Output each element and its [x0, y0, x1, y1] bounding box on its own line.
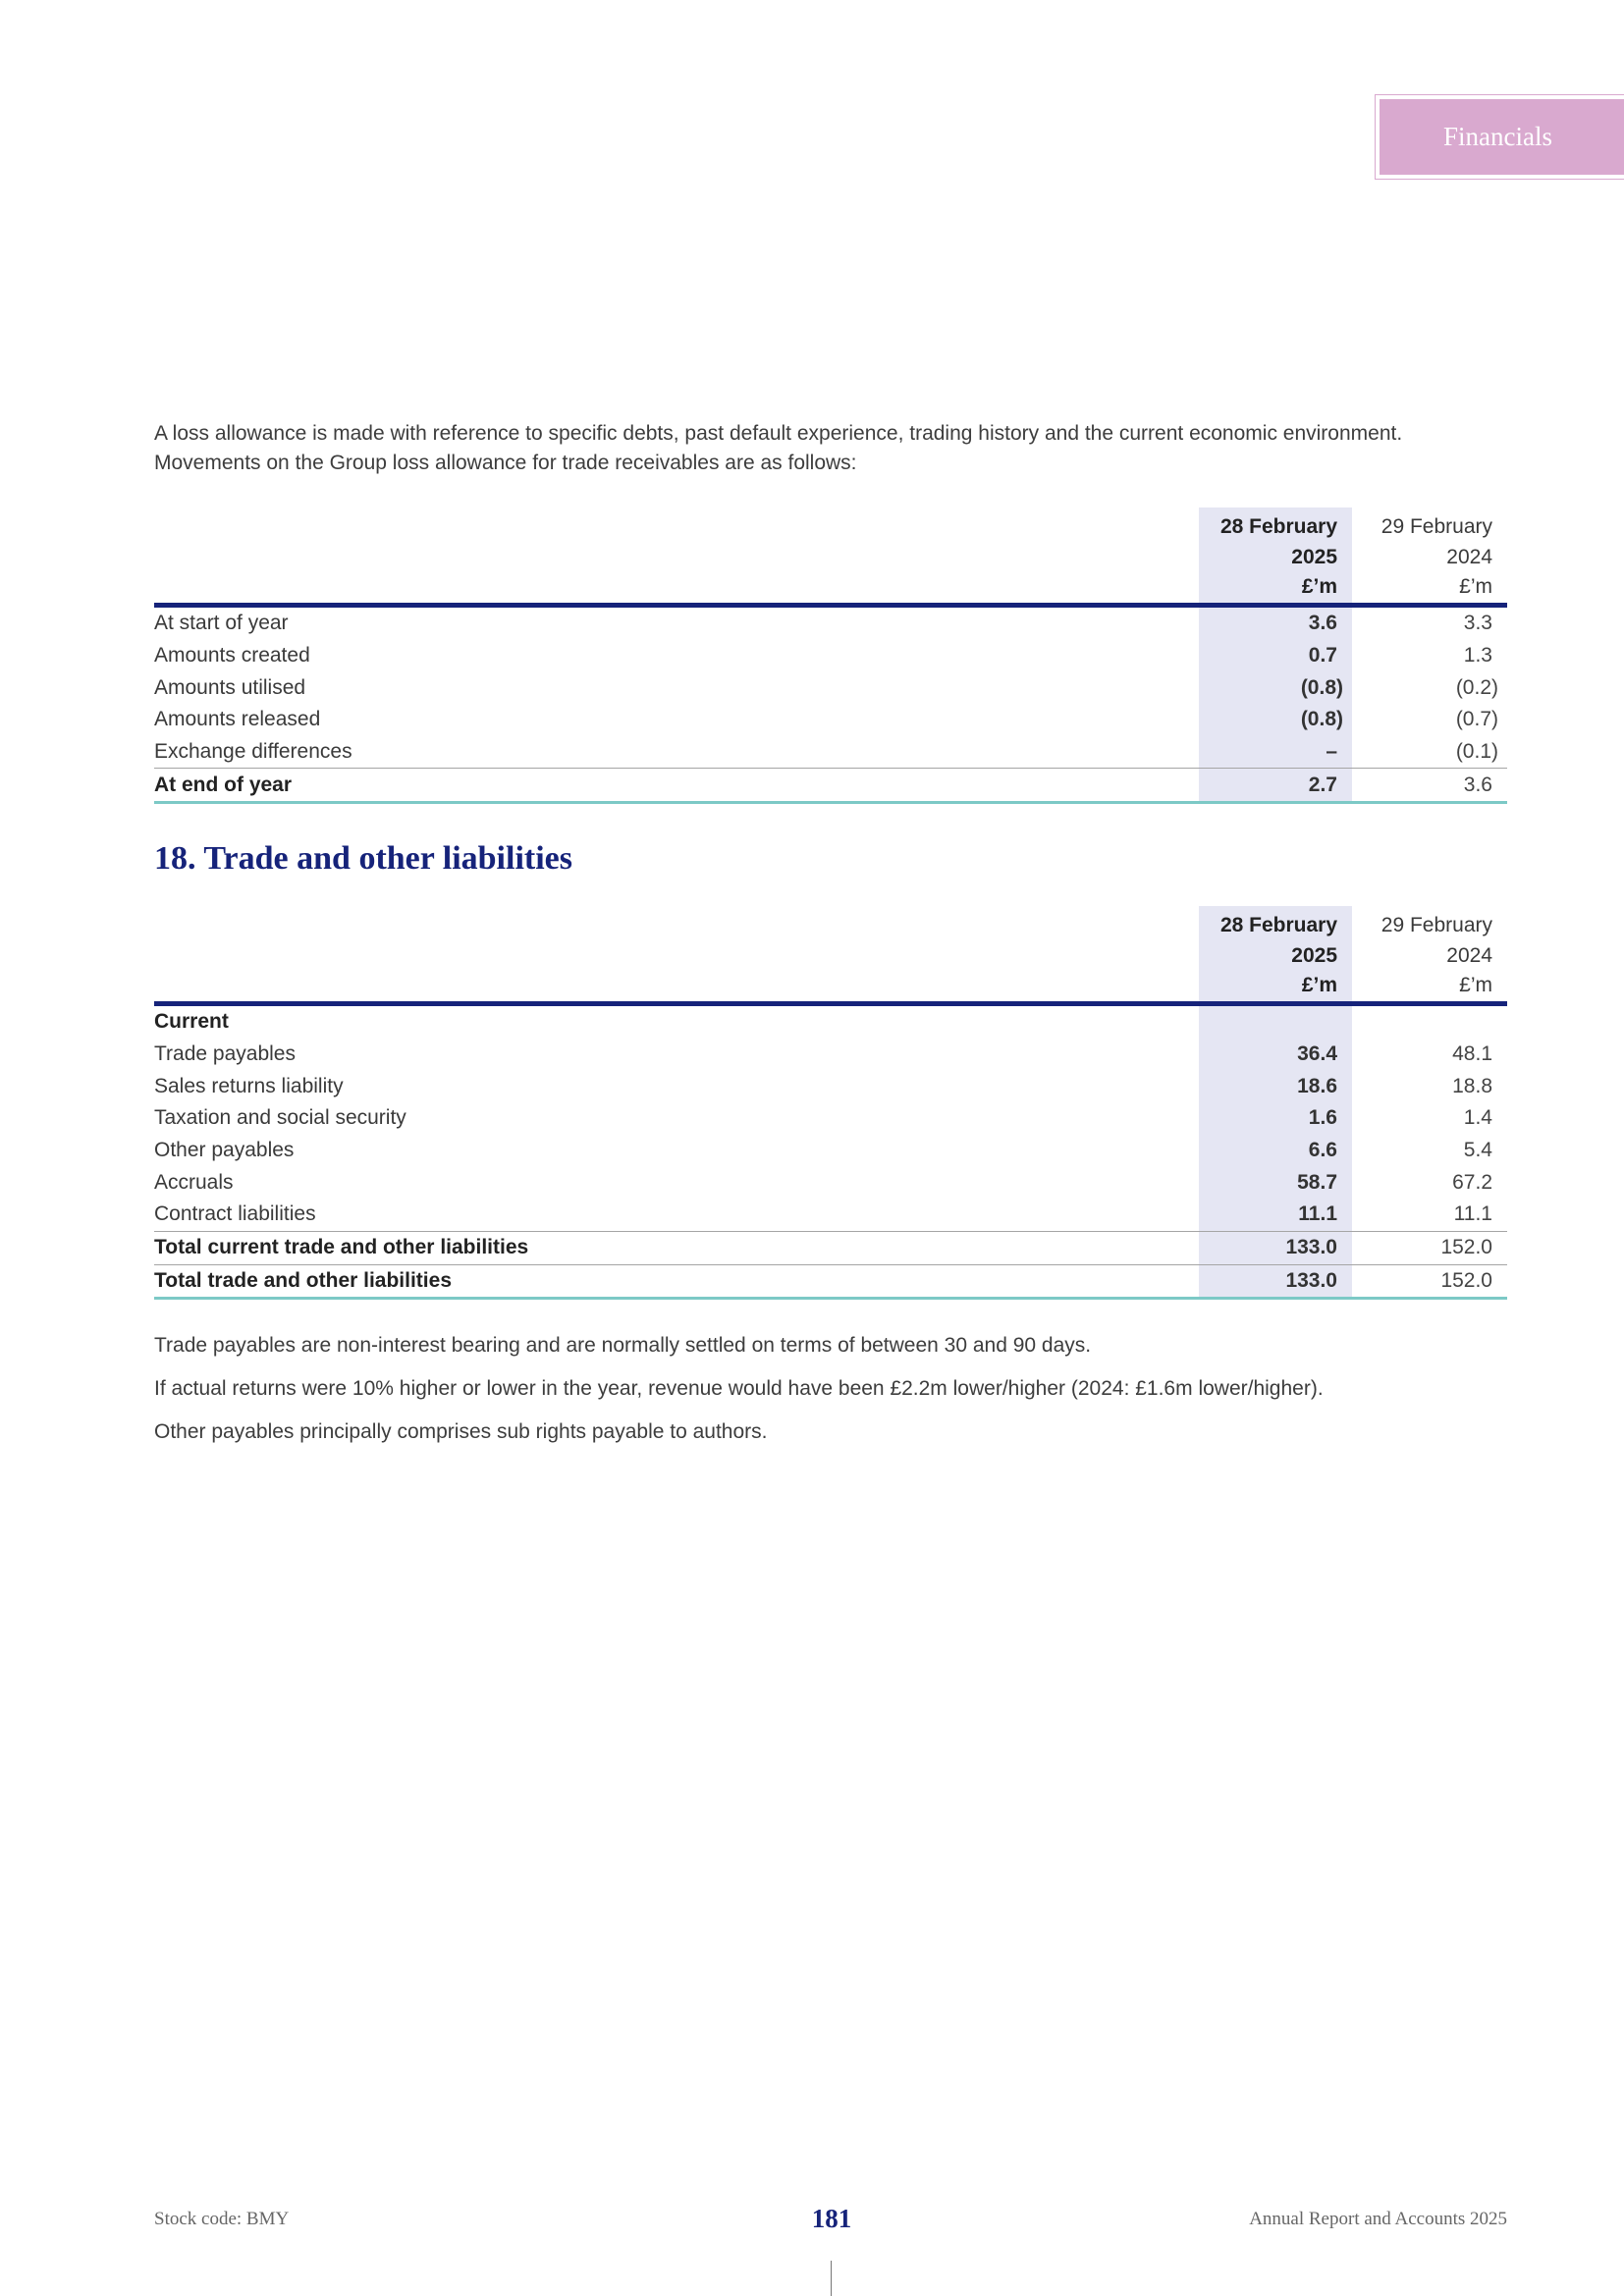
section-tab-label: Financials	[1380, 99, 1624, 175]
note-paragraph: Trade payables are non-interest bearing and are normally settled on terms of between 30 and 90 days.	[154, 1334, 1092, 1357]
table-row: Other payables 6.6 5.4	[154, 1139, 1492, 1162]
table-header	[154, 906, 1507, 1001]
table-bottom-rule	[154, 801, 1507, 804]
table-row: Accruals 58.7 67.2	[154, 1170, 1492, 1194]
table-row: Taxation and social security 1.6 1.4	[154, 1106, 1492, 1130]
column-header-2025: 28 February 2025 £’m	[1219, 914, 1337, 996]
table-bottom-rule	[154, 1297, 1507, 1300]
section-heading: 18. Trade and other liabilities	[154, 840, 572, 877]
table-row: Trade payables 36.4 48.1	[154, 1042, 1492, 1066]
stock-code: Stock code: BMY	[154, 2209, 290, 2229]
table-row-total: Total trade and other liabilities 133.0 152.0	[154, 1264, 1507, 1298]
intro-paragraph	[154, 419, 1509, 478]
report-title: Annual Report and Accounts 2025	[1249, 2209, 1507, 2229]
table-row-subtotal: Total current trade and other liabilities 133.0 152.0	[154, 1231, 1507, 1264]
table-row-subheading: Current	[154, 1010, 229, 1034]
table-row: Exchange differences – (0.1)	[154, 740, 1498, 764]
intro-line-2: Movements on the Group loss allowance for trade receivables are as follows:	[154, 452, 857, 474]
section-tab[interactable]	[1375, 94, 1624, 180]
loss-allowance-table	[154, 507, 1507, 804]
trade-liabilities-table	[154, 906, 1507, 1300]
table-row: Contract liabilities 11.1 11.1	[154, 1202, 1492, 1226]
footer-divider	[831, 2261, 832, 2296]
table-row: At start of year 3.6 3.3	[154, 612, 1492, 635]
intro-line-1: A loss allowance is made with reference to specific debts, past default experience, trading history and the current economic environment.	[154, 422, 1403, 445]
column-header-2025: 28 February 2025 £’m	[1219, 515, 1337, 598]
column-header-2024: 29 February 2024 £’m	[1380, 515, 1492, 598]
table-row: Amounts utilised (0.8) (0.2)	[154, 675, 1498, 699]
column-header-2024: 29 February 2024 £’m	[1380, 914, 1492, 996]
note-paragraph: If actual returns were 10% higher or lower in the year, revenue would have been £2.2m lower/higher (2024: £1.6m lower/higher).	[154, 1377, 1324, 1400]
table-row: Sales returns liability 18.6 18.8	[154, 1074, 1492, 1097]
table-row: Amounts released (0.8) (0.7)	[154, 708, 1498, 731]
page-number: 181	[811, 2204, 852, 2233]
note-paragraph: Other payables principally comprises sub rights payable to authors.	[154, 1420, 768, 1443]
table-header	[154, 507, 1507, 603]
table-row-total: At end of year 2.7 3.6	[154, 768, 1507, 801]
table-row: Amounts created 0.7 1.3	[154, 644, 1492, 667]
